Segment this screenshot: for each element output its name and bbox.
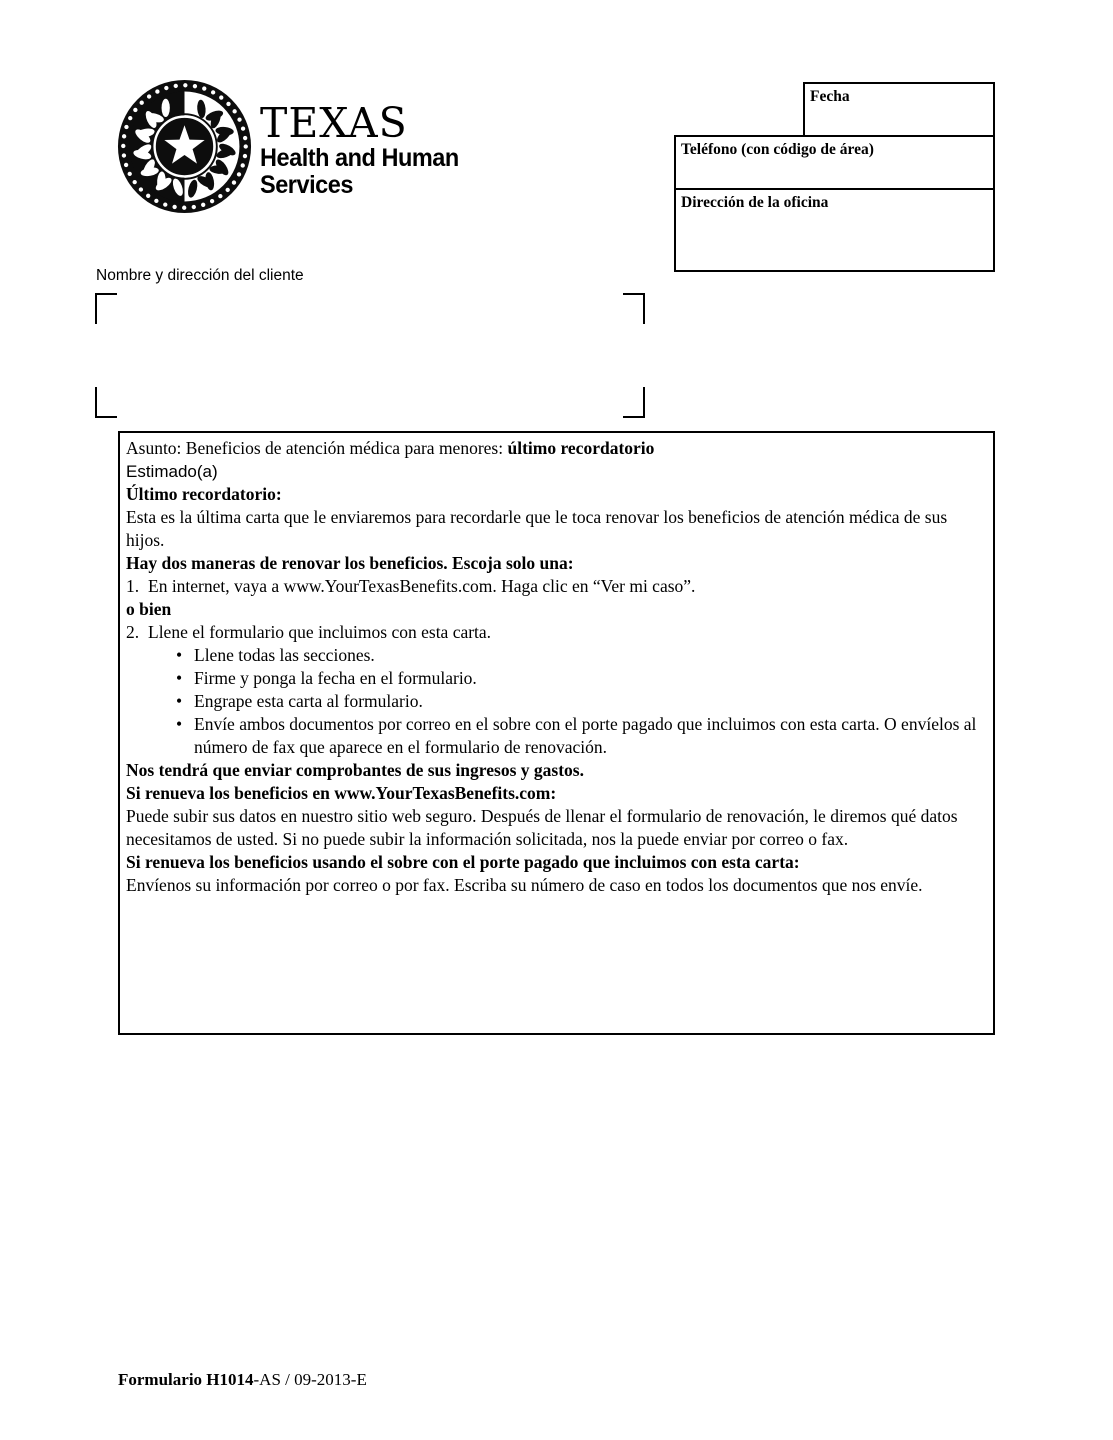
bullet-list (126, 644, 985, 759)
letter-box (118, 431, 995, 1035)
logo-title: TEXAS (260, 99, 408, 147)
list-item: • Firme y ponga la fecha en el formulario. (126, 667, 985, 690)
option-2-text: Llene el formulario que incluimos con esta carta. (148, 622, 492, 642)
reminder-body: Esta es la última carta que le enviaremos para recordarle que le toca renovar los beneficios de atención médica de sus hijos. (126, 507, 948, 550)
list-item: • Engrape esta carta al formulario. (126, 690, 985, 713)
subject-prefix: Asunto: Beneficios de atención médica para menores: (126, 438, 508, 458)
option-2 (126, 621, 985, 644)
logo-subtitle-line1: Health and Human (260, 144, 459, 172)
direccion-label: Dirección de la oficina (681, 194, 829, 211)
renewal-options-heading: Hay dos maneras de renovar los beneficios. Escoja solo una: (126, 553, 574, 573)
option-2-number: 2. (126, 622, 140, 642)
salutation: Estimado(a) (126, 462, 218, 481)
reminder-heading: Último recordatorio: (126, 484, 282, 504)
telefono-box (674, 135, 995, 190)
mail-renewal-heading: Si renueva los beneficios usando el sobre con el porte pagado que incluimos con esta carta: (126, 852, 800, 872)
address-corner-mark-bottom-left (95, 387, 117, 418)
logo-text (260, 101, 471, 199)
form-number: Formulario H1014 (118, 1370, 254, 1389)
option-1-text: En internet, vaya a www.YourTexasBenefits.com. Haga clic en “Ver mi caso”. (148, 576, 696, 596)
subject-line (126, 437, 985, 460)
web-renewal-heading: Si renueva los beneficios en www.YourTexasBenefits.com: (126, 783, 557, 803)
form-revision: -AS / 09-2013-E (253, 1370, 367, 1389)
option-1 (126, 575, 985, 598)
or-separator: o bien (126, 599, 172, 619)
direccion-box (674, 188, 995, 272)
address-corner-mark-bottom-right (623, 387, 645, 418)
form-footer (118, 1369, 367, 1391)
mail-renewal-body: Envíenos su información por correo o por fax. Escriba su número de caso en todos los documentos que nos envíe. (126, 875, 923, 895)
fecha-box (803, 82, 995, 137)
subject-emphasis: último recordatorio (507, 438, 655, 458)
telefono-label: Teléfono (con código de área) (681, 141, 874, 158)
recipient-label: Nombre y dirección del cliente (96, 267, 304, 284)
fecha-label: Fecha (810, 88, 850, 105)
address-corner-mark-top-left (95, 293, 117, 324)
list-item: • Llene todas las secciones. (126, 644, 985, 667)
option-1-number: 1. (126, 576, 140, 596)
proof-heading: Nos tendrá que enviar comprobantes de sus ingresos y gastos. (126, 760, 584, 780)
logo-subtitle-line2: Services (260, 171, 353, 199)
address-corner-mark-top-right (623, 293, 645, 324)
texas-seal-icon (117, 79, 252, 214)
web-renewal-body: Puede subir sus datos en nuestro sitio web seguro. Después de llenar el formulario de renovación, le diremos qué datos necesitamos de usted. Si no puede subir la información solicitada, nos la puede enviar por correo o fax. (126, 806, 958, 849)
list-item: • Envíe ambos documentos por correo en el sobre con el porte pagado que incluimos con esta carta. O envíelos al número de fax que aparece en el formulario de renovación. (126, 713, 985, 759)
